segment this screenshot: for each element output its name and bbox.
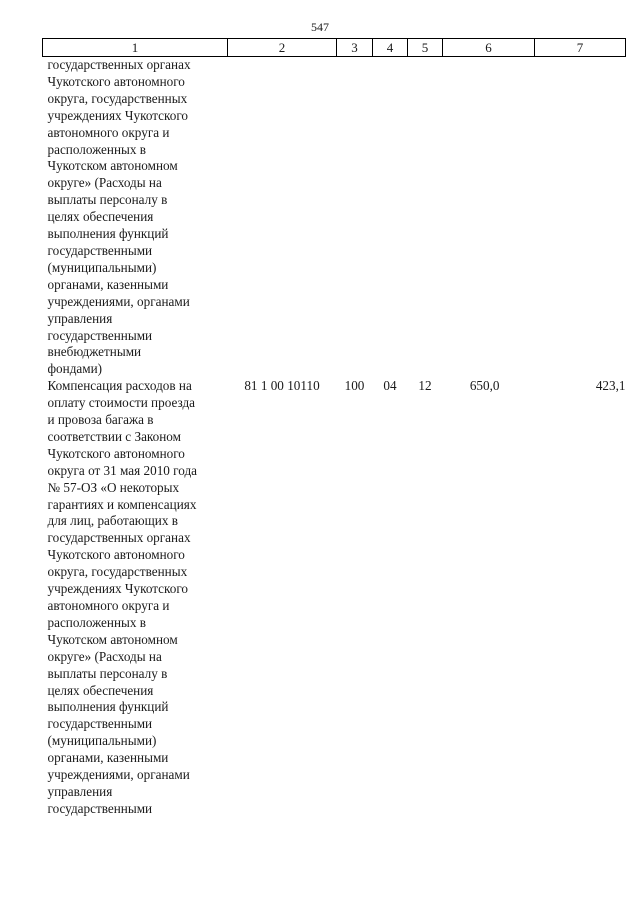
budget-table	[42, 38, 626, 818]
row-name-line: Чукотском автономном	[47, 158, 178, 174]
row-name-line: Чукотского автономного	[47, 73, 185, 89]
row-name-line: округе» (Расходы на	[47, 175, 162, 191]
row-name-line: расположенных в	[47, 141, 147, 157]
row-name-line: оплату стоимости проезда	[47, 395, 196, 411]
page-number: 547	[311, 20, 329, 34]
row-name-cell	[43, 378, 228, 818]
row-name-line: округа, государственных	[47, 564, 188, 580]
row-name-line: учреждениях Чукотского	[47, 107, 189, 123]
row-name-line: Чукотского автономного	[47, 445, 185, 461]
row-name-line: автономного округа и	[47, 124, 170, 140]
row-name-line: государственных органах	[47, 530, 191, 546]
amount-1-cell: 650,0	[469, 378, 500, 394]
row-name-cell	[43, 57, 228, 379]
row-name-line: округа от 31 мая 2010 года	[47, 462, 198, 478]
row-name-line: расположенных в	[47, 614, 147, 630]
row-name-line: учреждениями, органами	[47, 293, 190, 309]
row-name-line: государственных органах	[47, 57, 191, 72]
row-name-line: (муниципальными)	[47, 259, 157, 275]
row-name-line: Компенсация расходов на	[47, 378, 192, 394]
row-name-line: учреждениями, органами	[47, 767, 190, 783]
amount-2-cell: 423,1	[595, 378, 626, 394]
section-cell	[373, 57, 408, 379]
row-name-line: округе» (Расходы на	[47, 648, 162, 664]
row-name-line: целях обеспечения	[47, 209, 154, 225]
row-name-line: целях обеспечения	[47, 682, 154, 698]
column-number-header	[43, 39, 626, 57]
expense-type-cell: 100	[344, 378, 365, 394]
row-name-line: для лиц, работающих в	[47, 513, 178, 529]
row-name-line: государственными	[47, 800, 153, 816]
column-header-5: 5	[408, 39, 443, 57]
amount-2-cell	[535, 57, 626, 379]
table-row	[43, 378, 626, 818]
row-name-line: государственными	[47, 242, 153, 258]
row-name-line: учреждениях Чукотского	[47, 581, 189, 597]
row-name-line: управления	[47, 783, 113, 799]
section-cell: 04	[383, 378, 397, 394]
expense-type-cell	[337, 57, 373, 379]
row-name-line: Чукотского автономного	[47, 547, 185, 563]
column-header-1: 1	[43, 39, 228, 57]
column-header-7: 7	[535, 39, 626, 57]
row-name-line: округа, государственных	[47, 90, 188, 106]
row-name-line: (муниципальными)	[47, 733, 157, 749]
target-article-cell: 81 1 00 10110	[244, 378, 320, 394]
row-name-line: фондами)	[47, 361, 103, 377]
row-name-line: внебюджетными	[47, 344, 142, 360]
row-name-line: № 57-ОЗ «О некоторых	[47, 479, 180, 495]
row-name-line: выплаты персоналу в	[47, 665, 168, 681]
row-name-line: органами, казенными	[47, 276, 169, 292]
row-name-line: Чукотском автономном	[47, 631, 178, 647]
row-name-line: выплаты персоналу в	[47, 192, 168, 208]
column-header-6: 6	[443, 39, 535, 57]
row-name-line: выполнения функций	[47, 226, 169, 242]
amount-1-cell	[443, 57, 535, 379]
column-header-3: 3	[337, 39, 373, 57]
row-name-line: и провоза багажа в	[47, 412, 154, 428]
row-name-line: органами, казенными	[47, 750, 169, 766]
row-name-line: выполнения функций	[47, 699, 169, 715]
subsection-cell: 12	[418, 378, 432, 394]
column-header-2: 2	[228, 39, 337, 57]
column-header-4: 4	[373, 39, 408, 57]
target-article-cell	[228, 57, 337, 379]
table-row	[43, 57, 626, 379]
subsection-cell	[408, 57, 443, 379]
row-name-line: автономного округа и	[47, 598, 170, 613]
row-name-line: государственными	[47, 327, 153, 343]
row-name-line: управления	[47, 310, 113, 326]
row-name-line: соответствии с Законом	[47, 428, 181, 444]
row-name-line: государственными	[47, 716, 153, 732]
row-name-line: гарантиях и компенсациях	[47, 496, 197, 512]
